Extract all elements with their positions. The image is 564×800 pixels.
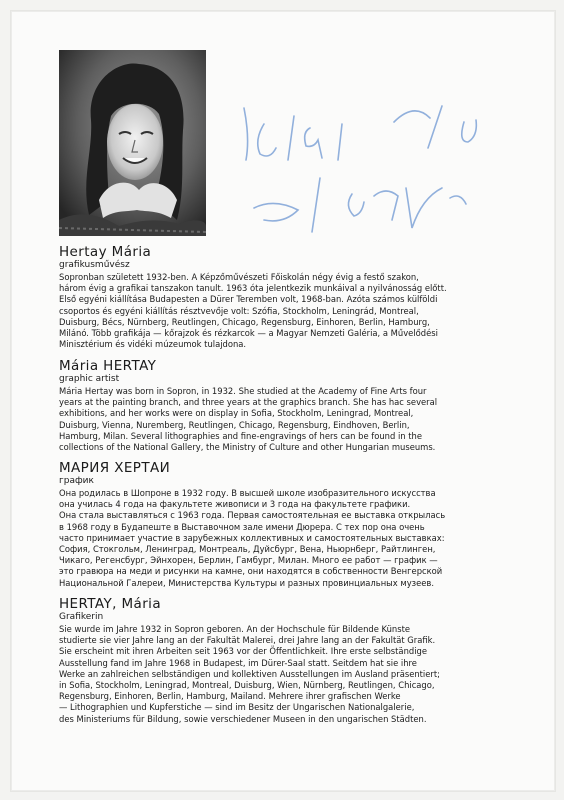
artist-role: graphic artist: [59, 374, 120, 384]
section-russian: [59, 461, 529, 589]
portrait-photo: [59, 50, 206, 236]
biography-text: Mária Hertay was born in Sopron, in 1932. She studied at the Academy of Fine Arts four years at the painting branch, and three years at the graphics branch. She has hac several exhibitions, and her works were on display in Sofia, Stockholm, Leningrad, Montreal, Duisburg, Vienna, Nuremberg, Reutlingen, Chicago, Regensburg, Eindhoven, Berlin, Hamburg, Milan. Several lithographies and fine-engravings of hers can be found in the collections of the National Gallery, the Ministry of Culture and other Hungarian museums.: [59, 386, 438, 453]
artist-name: МАРИЯ ХЕРТАИ: [59, 460, 171, 476]
section-german: [59, 597, 529, 725]
artist-name: Mária HERTAY: [59, 358, 157, 374]
section-hungarian: [59, 245, 529, 350]
artist-name: HERTAY, Mária: [59, 596, 161, 612]
artist-role: Grafikerin: [59, 612, 104, 622]
biography-text: Она родилась в Шопроне в 1932 году. В высшей школе изобразительного искусства она училась 4 года на факультете живописи и 3 года на факультете графики. Она стала выставляться с 1963 года. Первая самостоятельная ее выставка открылась в 1968 году в Будапеште в Выставочном зале имени Дюрера. С тех пор она очень часто принимает участие в зарубежных коллективных и самостоятельных выставках: София, Стокгольм, Ленинград, Монтреаль, Дуйсбург, Вена, Ньюрнберг, Райтлинген, Чикаго, Регенсбург, Эйнхорен, Берлин, Гамбург, Милан. Много ее работ — график — это гравюра на меди и рисунки на камне, они находятся в собственности Венгерской Национальной Галереи, Министерства Культуры и разных провинциальных музеев.: [59, 488, 446, 588]
section-english: [59, 359, 529, 453]
biography-text: Sie wurde im Jahre 1932 in Sopron geboren. An der Hochschule für Bildende Künste studierte sie vier Jahre lang an der Fakultät Malerei, drei Jahre lang an der Fakultät Grafik. Sie erscheint mit ihren Arbeiten seit 1963 vor der Öffentlichkeit. Ihre erste selbständige Ausstellung fand im Jahre 1968 in Budapest, im Dürer-Saal statt. Seitdem hat sie ihre Werke an zahlreichen selbständigen und kollektiven Ausstellungen im Ausland präsentiert; in Sofia, Stockholm, Leningrad, Montreal, Duisburg, Wien, Nürnberg, Reutlingen, Chicago, Regensburg, Einhoren, Berlin, Hamburg, Mailand. Mehrere ihrer grafischen Werke — Lithographien und Kupferstiche — sind im Besitz der Ungarischen Nationalgalerie, des Ministeriums für Bildung, sowie verschiedener Museen in den ungarischen Städten.: [59, 624, 440, 724]
artist-role: график: [59, 476, 94, 486]
biography-text: Sopronban született 1932-ben. A Képzőművészeti Főiskolán négy évig a festő szakon, három évig a grafikai tanszakon tanult. 1963 óta jelentkezik munkáival a nyilvánosság előtt. Első egyéni kiállítása Budapesten a Dürer Teremben volt, 1968-ban. Azóta számos külföldi csoportos és egyéni kiállítás résztvevője volt: Szófia, Stockholm, Leningrád, Montreal, Duisburg, Bécs, Nürnberg, Reutlingen, Chicago, Regensburg, Einhoren, Berlin, Hamburg, Milánó. Több grafikája — kőrajzok és rézkarcok — a Magyar Nemzeti Galéria, a Művelődési Minisztérium és vidéki múzeumok tulajdona.: [59, 272, 447, 350]
artist-name: Hertay Mária: [59, 244, 152, 260]
handwritten-signature: [224, 98, 534, 248]
artist-role: grafikusművész: [59, 260, 130, 270]
portrait-image: [59, 50, 206, 236]
